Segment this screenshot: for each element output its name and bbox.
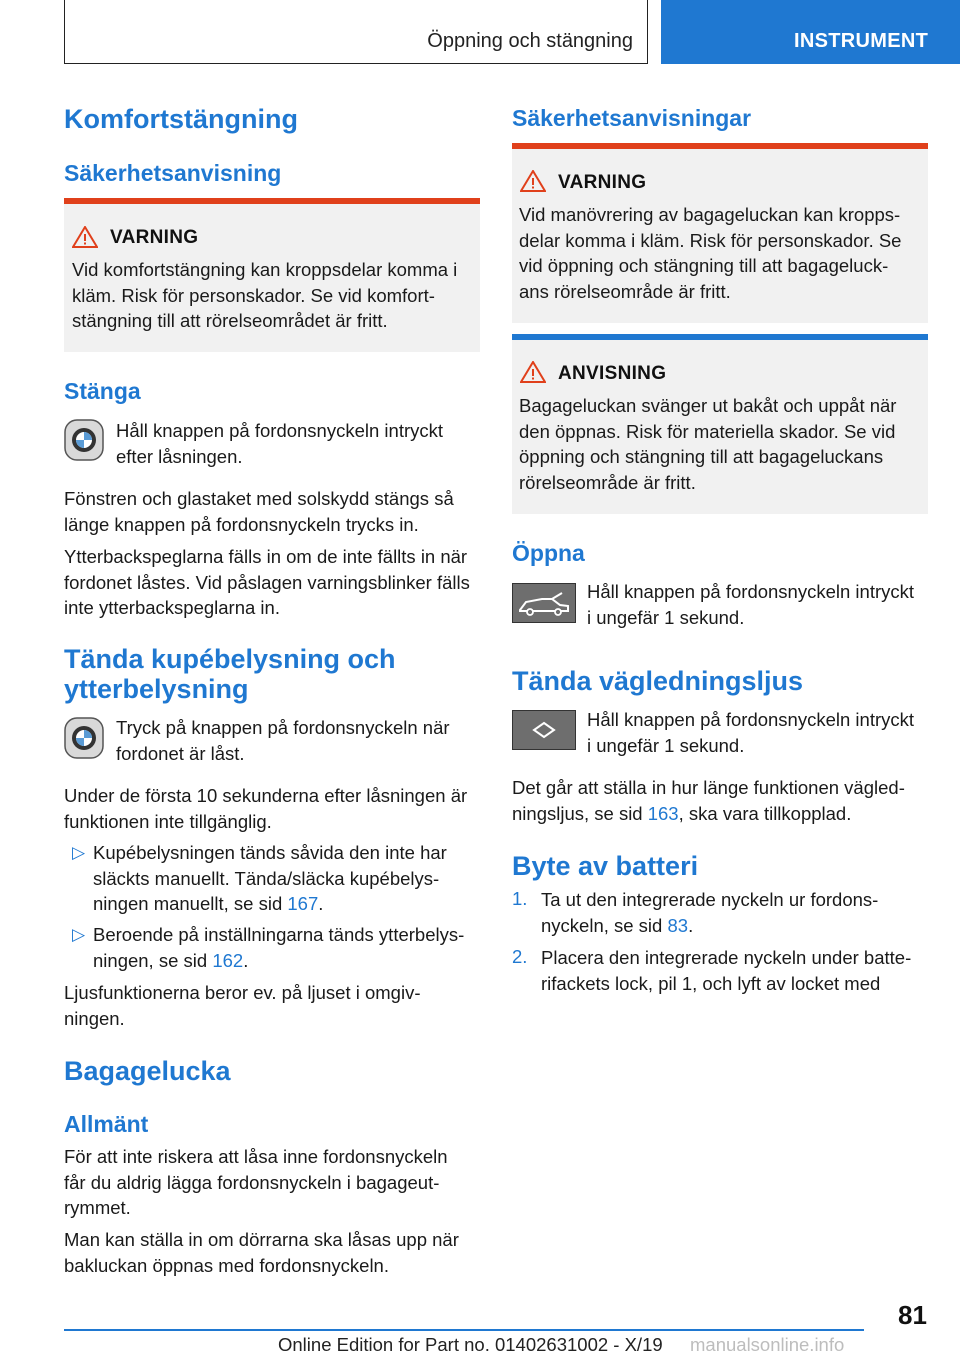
vagledning-paragraph: [512, 775, 932, 826]
text-line: [512, 801, 932, 827]
heading-tanda-vagledningsljus: Tända vägledningsljus: [512, 666, 804, 696]
bullet-item: [93, 840, 481, 917]
text-line: [93, 891, 481, 917]
heading-sakerhetsanvisning: Säkerhetsanvisning: [64, 160, 282, 186]
warning-box-bagage: [512, 143, 928, 323]
bullet-triangle-icon: ▷: [72, 925, 86, 944]
step-number: 1.: [512, 888, 528, 909]
text-line: rifackets lock, pil 1, och lyft av locket med: [541, 972, 881, 994]
vagledning-icon-text: [587, 707, 932, 758]
header-chapter-tab[interactable]: [661, 0, 960, 64]
text-line: delar komma i kläm. Risk för personskador. Se: [519, 229, 902, 251]
allmant-paragraph-2: [64, 1227, 484, 1278]
text-span: , ska vara tillkopplad.: [678, 802, 852, 824]
text-line: Håll knappen på fordonsnyckeln intryckt: [116, 420, 444, 441]
warning-line: stängning till att rörelseområdet är fritt.: [72, 310, 388, 331]
header-chapter-label: INSTRUMENT: [794, 30, 929, 52]
stanga-paragraph-2: [64, 544, 484, 621]
notice-title: ANVISNING: [558, 363, 667, 384]
footer-divider: [64, 1329, 864, 1331]
text-line: Tryck på knappen på fordonsnyckeln när: [116, 717, 450, 738]
text-line: fordonet låstes. Vid påslagen varningsblinker fälls: [64, 571, 470, 593]
heading-byte-av-batteri: Byte av batteri: [512, 851, 699, 881]
oppna-icon-text: [587, 579, 932, 630]
notice-body: [519, 393, 927, 495]
heading-line: ytterbelysning: [64, 674, 249, 704]
text-span: ningsljus, se sid: [512, 802, 648, 824]
text-line: öppning och stängning till att bagageluckans: [519, 446, 884, 467]
text-line: efter låsningen.: [116, 445, 243, 467]
text-line: får du aldrig lägga fordonsnyckeln i bagageut-: [64, 1171, 440, 1193]
step-item: [541, 887, 931, 938]
heading-stanga: Stänga: [64, 378, 141, 404]
watermark: manualsonline.info: [690, 1334, 845, 1355]
tanda-paragraph-2: [64, 980, 484, 1031]
heading-tanda-kupebelysning: [64, 644, 396, 704]
text-line: [541, 913, 931, 939]
text-line: Beroende på inställningarna tänds ytterbelys-: [93, 924, 465, 945]
warning-bar: [64, 198, 480, 204]
text-line: Håll knappen på fordonsnyckeln intryckt: [587, 709, 915, 730]
text-line: Kupébelysningen tänds såvida den inte har: [93, 842, 447, 863]
text-line: Håll knappen på fordonsnyckeln intryckt: [587, 581, 915, 602]
heading-bagagelucka: Bagagelucka: [64, 1056, 231, 1086]
text-line: bakluckan öppnas med fordonsnyckeln.: [64, 1254, 389, 1276]
heading-line: Tända kupébelysning och: [64, 644, 396, 674]
text-line: ningen.: [64, 1007, 125, 1029]
warning-body: [72, 257, 478, 334]
footer-edition-text: Online Edition for Part no. 01402631002 - X/19: [278, 1334, 663, 1355]
warning-triangle-icon: [520, 170, 546, 192]
text-line: Placera den integrerade nyckeln under batte-: [541, 947, 912, 968]
page-reference-link[interactable]: 163: [647, 802, 679, 824]
guide-light-button-icon: [512, 710, 576, 750]
text-line: Ljusfunktionerna beror ev. på ljuset i omgiv-: [64, 982, 421, 1003]
text-line: släckts manuellt. Tända/släcka kupébelys-: [93, 867, 440, 889]
text-line: Det går att ställa in hur länge funktionen vägled-: [512, 777, 905, 798]
notice-bar: [512, 334, 928, 340]
text-line: den öppnas. Risk för materiella skador. Se vid: [519, 420, 896, 442]
warning-triangle-icon: [72, 226, 98, 248]
text-span: .: [243, 949, 249, 971]
warning-body: [519, 202, 927, 304]
text-line: Under de första 10 sekunderna efter låsningen är: [64, 785, 468, 806]
text-line: Ta ut den integrerade nyckeln ur fordons-: [541, 889, 879, 910]
text-span: ningen, se sid: [93, 949, 213, 971]
text-line: funktionen inte tillgänglig.: [64, 810, 272, 832]
text-line: fordonet är låst.: [116, 742, 245, 764]
bmw-key-lock-icon: [64, 419, 104, 461]
step-item: [541, 945, 931, 996]
warning-line: kläm. Risk för personskador. Se vid komfort-: [72, 284, 435, 306]
text-line: inte ytterbackspeglarna in.: [64, 597, 280, 618]
warning-title: VARNING: [558, 172, 647, 193]
text-line: Ytterbackspeglarna fälls in om de inte fällts in när: [64, 546, 468, 567]
header-section-box: [64, 0, 648, 64]
text-line: vid öppning och stängning till att bagageluck-: [519, 255, 889, 276]
text-line: Man kan ställa in om dörrarna ska låsas upp när: [64, 1229, 459, 1250]
text-line: Bagageluckan svänger ut bakåt och uppåt när: [519, 395, 897, 416]
tanda-icon-text: [116, 715, 480, 766]
bmw-key-lock-icon: [64, 717, 104, 759]
warning-title: VARNING: [110, 227, 199, 248]
heading-sakerhetsanvisningar: Säkerhetsanvisningar: [512, 105, 752, 131]
stanga-icon-text: [116, 418, 480, 469]
stanga-paragraph-1: [64, 486, 484, 537]
heading-komfortstangning: Komfortstängning: [64, 104, 298, 134]
text-line: i ungefär 1 sekund.: [587, 606, 745, 628]
bullet-item: [93, 922, 481, 973]
tanda-paragraph-1: [64, 783, 484, 834]
text-line: rörelseområde är fritt.: [519, 471, 696, 493]
page-reference-link[interactable]: 162: [212, 949, 244, 971]
text-line: ans rörelseområde är fritt.: [519, 280, 731, 302]
text-line: i ungefär 1 sekund.: [587, 734, 745, 756]
page-reference-link[interactable]: 167: [287, 893, 319, 914]
page-number: 81: [898, 1300, 927, 1330]
allmant-paragraph-1: [64, 1144, 484, 1221]
text-line: rymmet.: [64, 1197, 131, 1218]
text-span: .: [318, 893, 324, 914]
tailgate-button-icon: [512, 583, 576, 623]
bullet-triangle-icon: ▷: [72, 843, 86, 862]
warning-line: Vid komfortstängning kan kroppsdelar komma i: [72, 259, 458, 280]
text-line: [93, 948, 481, 974]
warning-box-komfort: [64, 198, 480, 352]
heading-oppna: Öppna: [512, 540, 585, 566]
notice-box-bagage: [512, 334, 928, 514]
text-span: ningen manuellt, se sid: [93, 893, 288, 914]
notice-triangle-icon: [520, 361, 546, 383]
text-line: Fönstren och glastaket med solskydd stängs så: [64, 488, 454, 509]
page-reference-link[interactable]: 83: [667, 914, 689, 936]
header-section-title: Öppning och stängning: [427, 30, 633, 52]
warning-bar: [512, 143, 928, 149]
heading-allmant: Allmänt: [64, 1111, 149, 1137]
text-line: Vid manövrering av bagageluckan kan kropps-: [519, 204, 901, 225]
text-span: nyckeln, se sid: [541, 914, 668, 936]
text-line: För att inte riskera att låsa inne fordonsnyckeln: [64, 1146, 448, 1167]
text-line: länge knappen på fordonsnyckeln trycks in.: [64, 513, 419, 535]
step-number: 2.: [512, 946, 528, 967]
text-span: .: [688, 914, 694, 936]
